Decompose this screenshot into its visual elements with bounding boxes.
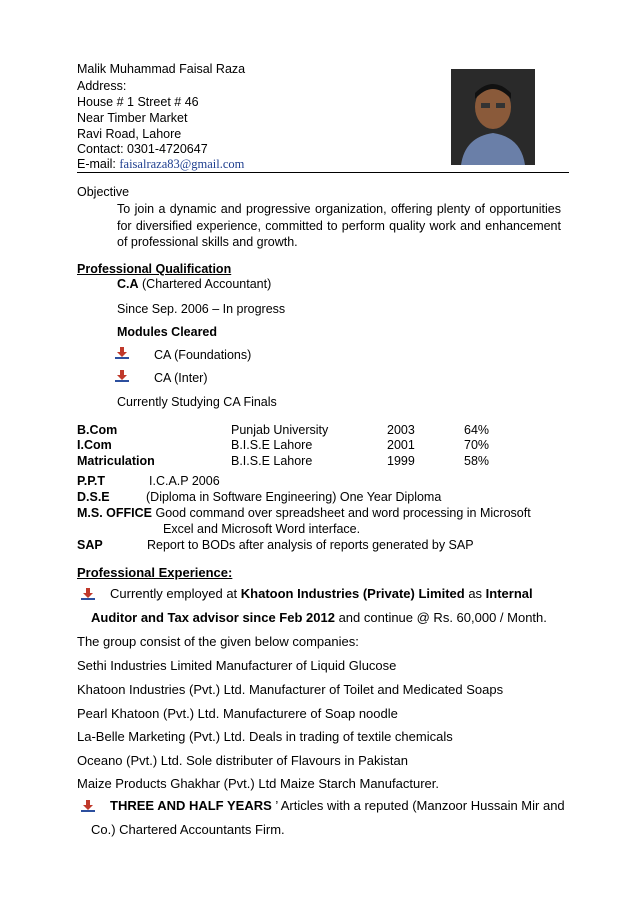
salary-text: and continue @ Rs. 60,000 / Month.	[334, 610, 547, 625]
institute-cell: Punjab University	[231, 423, 329, 437]
ppt-label: P.P.T	[77, 474, 106, 488]
company-list-item: Maize Products Ghakhar (Pvt.) Ltd Maize Starch Manufacturer.	[77, 776, 439, 791]
company-list-item: Sethi Industries Limited Manufacturer of Liquid Glucose	[77, 658, 397, 673]
year-cell: 2003	[387, 423, 415, 437]
dse-label: D.S.E	[77, 490, 110, 504]
ms-office-line	[77, 506, 531, 520]
arrow-bullet-icon	[81, 800, 95, 812]
degree-cell: Matriculation	[77, 454, 155, 468]
experience-item-2	[110, 798, 565, 813]
ca-full: (Chartered Accountant)	[138, 277, 272, 291]
degree-cell: I.Com	[77, 438, 112, 452]
email-label: E-mail:	[77, 157, 120, 171]
address-line-3: Ravi Road, Lahore	[77, 127, 182, 141]
module-item: CA (Inter)	[154, 371, 208, 385]
profile-photo	[451, 69, 535, 165]
ppt-text: I.C.A.P 2006	[149, 474, 220, 488]
ms-office-label: M.S. OFFICE	[77, 506, 152, 520]
arrow-bullet-icon	[115, 370, 129, 382]
company-list-item: Khatoon Industries (Pvt.) Ltd. Manufacturer of Toilet and Medicated Soaps	[77, 682, 504, 697]
current-studies: Currently Studying CA Finals	[117, 395, 277, 409]
arrow-bullet-icon	[115, 347, 129, 359]
company-name: Khatoon Industries (Private) Limited	[240, 586, 465, 601]
profile-photo-icon	[451, 69, 535, 165]
role-duration: Auditor and Tax advisor since Feb 2012	[91, 610, 335, 625]
modules-heading: Modules Cleared	[117, 325, 218, 339]
sap-label: SAP	[77, 538, 103, 552]
ms-office-text: Good command over spreadsheet and word processing in Microsoft	[152, 506, 531, 520]
address-line-1: House # 1 Street # 46	[77, 95, 199, 109]
percent-cell: 64%	[464, 423, 490, 437]
degree-cell: B.Com	[77, 423, 118, 437]
experience-heading: Professional Experience:	[77, 565, 233, 580]
header-divider	[77, 172, 569, 173]
percent-cell: 70%	[464, 438, 490, 452]
articles-text: ’ Articles with a reputed (Manzoor Hussain Mir and	[271, 798, 565, 813]
role-name: Internal	[485, 586, 533, 601]
exp-text: as	[464, 586, 486, 601]
dse-text: (Diploma in Software Engineering) One Year Diploma	[146, 490, 442, 504]
ms-office-text-2: Excel and Microsoft Word interface.	[163, 522, 361, 536]
year-cell: 1999	[387, 454, 415, 468]
company-list-item: Oceano (Pvt.) Ltd. Sole distributer of Flavours in Pakistan	[77, 753, 408, 768]
group-intro: The group consist of the given below companies:	[77, 634, 359, 649]
company-list-item: La-Belle Marketing (Pvt.) Ltd. Deals in trading of textile chemicals	[77, 729, 453, 744]
ca-since: Since Sep. 2006 – In progress	[117, 302, 286, 316]
sap-text: Report to BODs after analysis of reports generated by SAP	[147, 538, 474, 552]
objective-heading: Objective	[77, 185, 130, 199]
qualification-heading: Professional Qualification	[77, 262, 232, 276]
ca-line	[117, 277, 271, 291]
candidate-name: Malik Muhammad Faisal Raza	[77, 62, 246, 76]
institute-cell: B.I.S.E Lahore	[231, 454, 313, 468]
company-list-item: Pearl Khatoon (Pvt.) Ltd. Manufacturere of Soap noodle	[77, 706, 398, 721]
email-link[interactable]: faisalraza83@gmail.com	[119, 157, 245, 171]
email-line	[77, 157, 244, 172]
articles-duration: THREE AND HALF YEARS	[110, 798, 272, 813]
institute-cell: B.I.S.E Lahore	[231, 438, 313, 452]
experience-item-1	[110, 586, 533, 601]
experience-item-2-line-2: Co.) Chartered Accountants Firm.	[91, 822, 285, 837]
arrow-bullet-icon	[81, 588, 95, 600]
year-cell: 2001	[387, 438, 415, 452]
module-item: CA (Foundations)	[154, 348, 252, 362]
ca-abbr: C.A	[117, 277, 139, 291]
contact-line: Contact: 0301-4720647	[77, 142, 208, 156]
objective-text: To join a dynamic and progressive organization, offering plenty of opportunities for diversified experience, committed to perform quality work and enhancement of professional skills and growth.	[117, 202, 561, 249]
address-label: Address:	[77, 79, 127, 93]
percent-cell: 58%	[464, 454, 490, 468]
address-line-2: Near Timber Market	[77, 111, 188, 125]
exp-text: Currently employed at	[110, 586, 241, 601]
experience-item-1-line-2	[91, 610, 547, 625]
